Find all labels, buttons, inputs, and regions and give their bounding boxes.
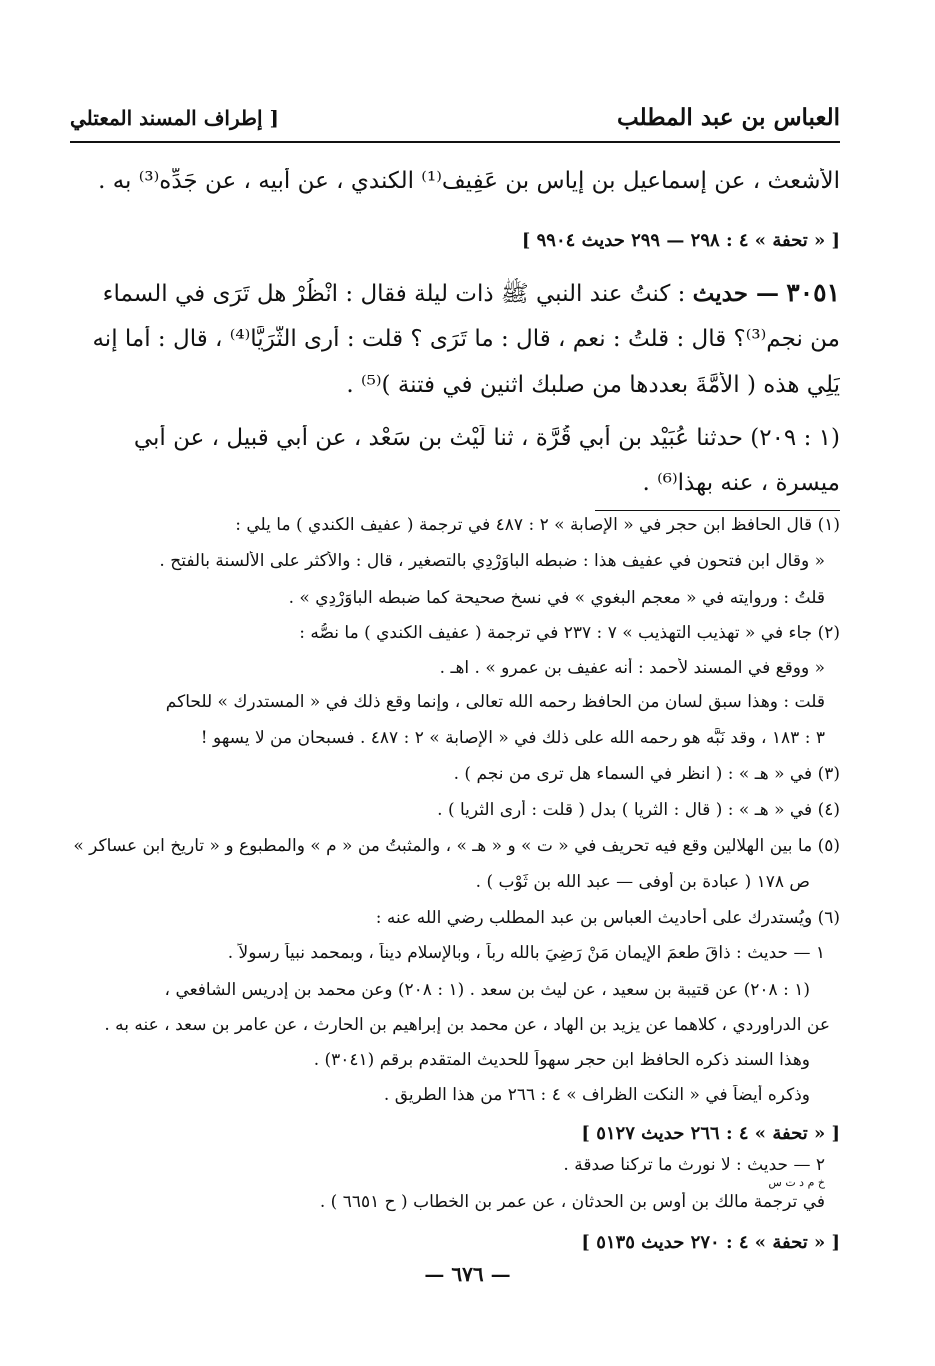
footnote-line: عن الدراوردي ، كلاهما عن يزيد بن الهاد ، عن محمد بن إبراهيم بن الحارث ، عن عامر بن سعد ، عنه به . bbox=[104, 1015, 830, 1035]
footnote-line: (٥) ما بين الهلالين وقع فيه تحريف في « ت » و « هـ » ، والمثبتُ من « م » والمطبوع و « تاريخ ابن عساكر » bbox=[73, 836, 840, 856]
hadith-text: : كنتُ عند النبي ﷺ ذات ليلة فقال : انْظُرْ هل تَرَى في السماء bbox=[102, 281, 686, 307]
footnote-line: « وقال ابن فتحون في عفيف هذا : ضبطه الباوَرْدِي بالتصغير ، قال : والأكثر على الألسنة بالفتح . bbox=[159, 551, 825, 571]
footnote-line: (٦) ويُستدرك على أحاديث العباس بن عبد المطلب رضي الله عنه : bbox=[375, 908, 840, 928]
header-chapter-title: العباس بن عبد المطلب bbox=[617, 104, 840, 131]
footnote-line: ٣ : ١٨٣ ، وقد نَبَّه هو رحمه الله على ذلك في « الإصابة » ٢ : ٤٨٧ . فسبحان من لا يسهو ! bbox=[200, 728, 825, 748]
header-rule bbox=[70, 141, 840, 143]
hadith-text-line: من نجم⁽³⁾؟ قال : قلتُ : نعم ، قال : ما تَرَى ؟ قلت : أرى الثُّرَيَّا⁽⁴⁾ ، قال : أما إنه bbox=[92, 326, 840, 352]
footnote-line: في ترجمة مالك بن أوس بن الحدثان ، عن عمر بن الخطاب ( ح ٦٦٥١ ) . bbox=[319, 1192, 825, 1212]
hadith-heading-line bbox=[70, 278, 840, 313]
footnote-line: وهذا السند ذكره الحافظ ابن حجر سهواً للحديث المتقدم برقم (٣٠٤١) . bbox=[313, 1050, 810, 1070]
reference-line: [ « تحفة » ٤ : ٢٦٦ حديث ٥١٢٧ ] bbox=[581, 1123, 840, 1144]
footnote-line: (١) قال الحافظ ابن حجر في « الإصابة » ٢ : ٤٨٧ في ترجمة ( عفيف الكندي ) ما يلي : bbox=[235, 515, 840, 535]
chain-line: (١ : ٢٠٩) حدثنا عُبَيْد بن أبي قُرَّة ، ثنا لَيْث بن سَعْد ، عن أبي قبيل ، عن أبي bbox=[133, 425, 840, 451]
hadith-number: ٣٠٥١ bbox=[786, 278, 840, 307]
footnote-separator bbox=[595, 510, 840, 511]
footnote-line: ٢ — حديث : لا نورث ما تركنا صدقة . bbox=[563, 1155, 825, 1175]
footnote-line: قلتُ : وروايته في « معجم البغوي » في نسخ صحيحة كما ضبطه الباوَرْدِي » . bbox=[288, 588, 825, 608]
footnote-line: (١ : ٢٠٨) عن قتيبة بن سعيد ، عن ليث بن سعد . (١ : ٢٠٨) وعن محمد بن إدريس الشافعي ، bbox=[164, 980, 810, 1000]
running-header bbox=[70, 104, 840, 138]
reference-line: [ « تحفة » ٤ : ٢٧٠ حديث ٥١٣٥ ] bbox=[581, 1232, 840, 1253]
page-number: — ٦٧٦ — bbox=[424, 1262, 511, 1286]
header-book-title: [ إطراف المسند المعتلي bbox=[70, 106, 279, 130]
text-line: الأشعث ، عن إسماعيل بن إياس بن عَفِيف⁽¹⁾ الكندي ، عن أبيه ، عن جَدِّه⁽³⁾ به . bbox=[98, 168, 840, 194]
footnote-line: وذكره أيضاً في « النكت الظراف » ٤ : ٢٦٦ من هذا الطريق . bbox=[383, 1085, 810, 1105]
footnote-line: ١ — حديث : ذاقَ طعمَ الإيمان مَنْ رَضِيَ بالله رباً ، وبالإسلام ديناً ، وبمحمد نبياً رسولاً . bbox=[227, 943, 825, 963]
footnote-line: (٢) جاء في « تهذيب التهذيب » ٧ : ٢٣٧ في ترجمة ( عفيف الكندي ) ما نصُّه : bbox=[299, 623, 840, 643]
footnote-line: قلت : وهذا سبق لسان من الحافظ رحمه الله تعالى ، وإنما وقع ذلك في « المستدرك » للحاكم bbox=[165, 692, 825, 712]
hadith-label: — حديث bbox=[692, 280, 779, 307]
hadith-text-line: يَلِي هذه ( الأُمَّةَ بعددها من صلبك اثنين في فتنة )⁽⁵⁾ . bbox=[346, 372, 840, 398]
footnote-sigla: خ م د ت س bbox=[768, 1176, 825, 1189]
footnote-line: ص ١٧٨ ( عبادة بن أوفى — عبد الله بن ثَوْب ) . bbox=[475, 872, 810, 892]
footnote-line: (٣) في « هـ » : ( انظر في السماء هل ترى من نجم ) . bbox=[453, 764, 840, 784]
chain-line: ميسرة ، عنه بهذا⁽⁶⁾ . bbox=[642, 470, 840, 496]
footnote-line: « ووقع في المسند لأحمد : أنه عفيف بن عمرو » . اهـ . bbox=[439, 658, 825, 678]
footnote-line: (٤) في « هـ » : ( قال : الثريا ) بدل ( قلت : أرى الثريا ) . bbox=[437, 800, 840, 820]
reference-line: [ « تحفة » ٤ : ٢٩٨ — ٢٩٩ حديث ٩٩٠٤ ] bbox=[521, 230, 840, 251]
